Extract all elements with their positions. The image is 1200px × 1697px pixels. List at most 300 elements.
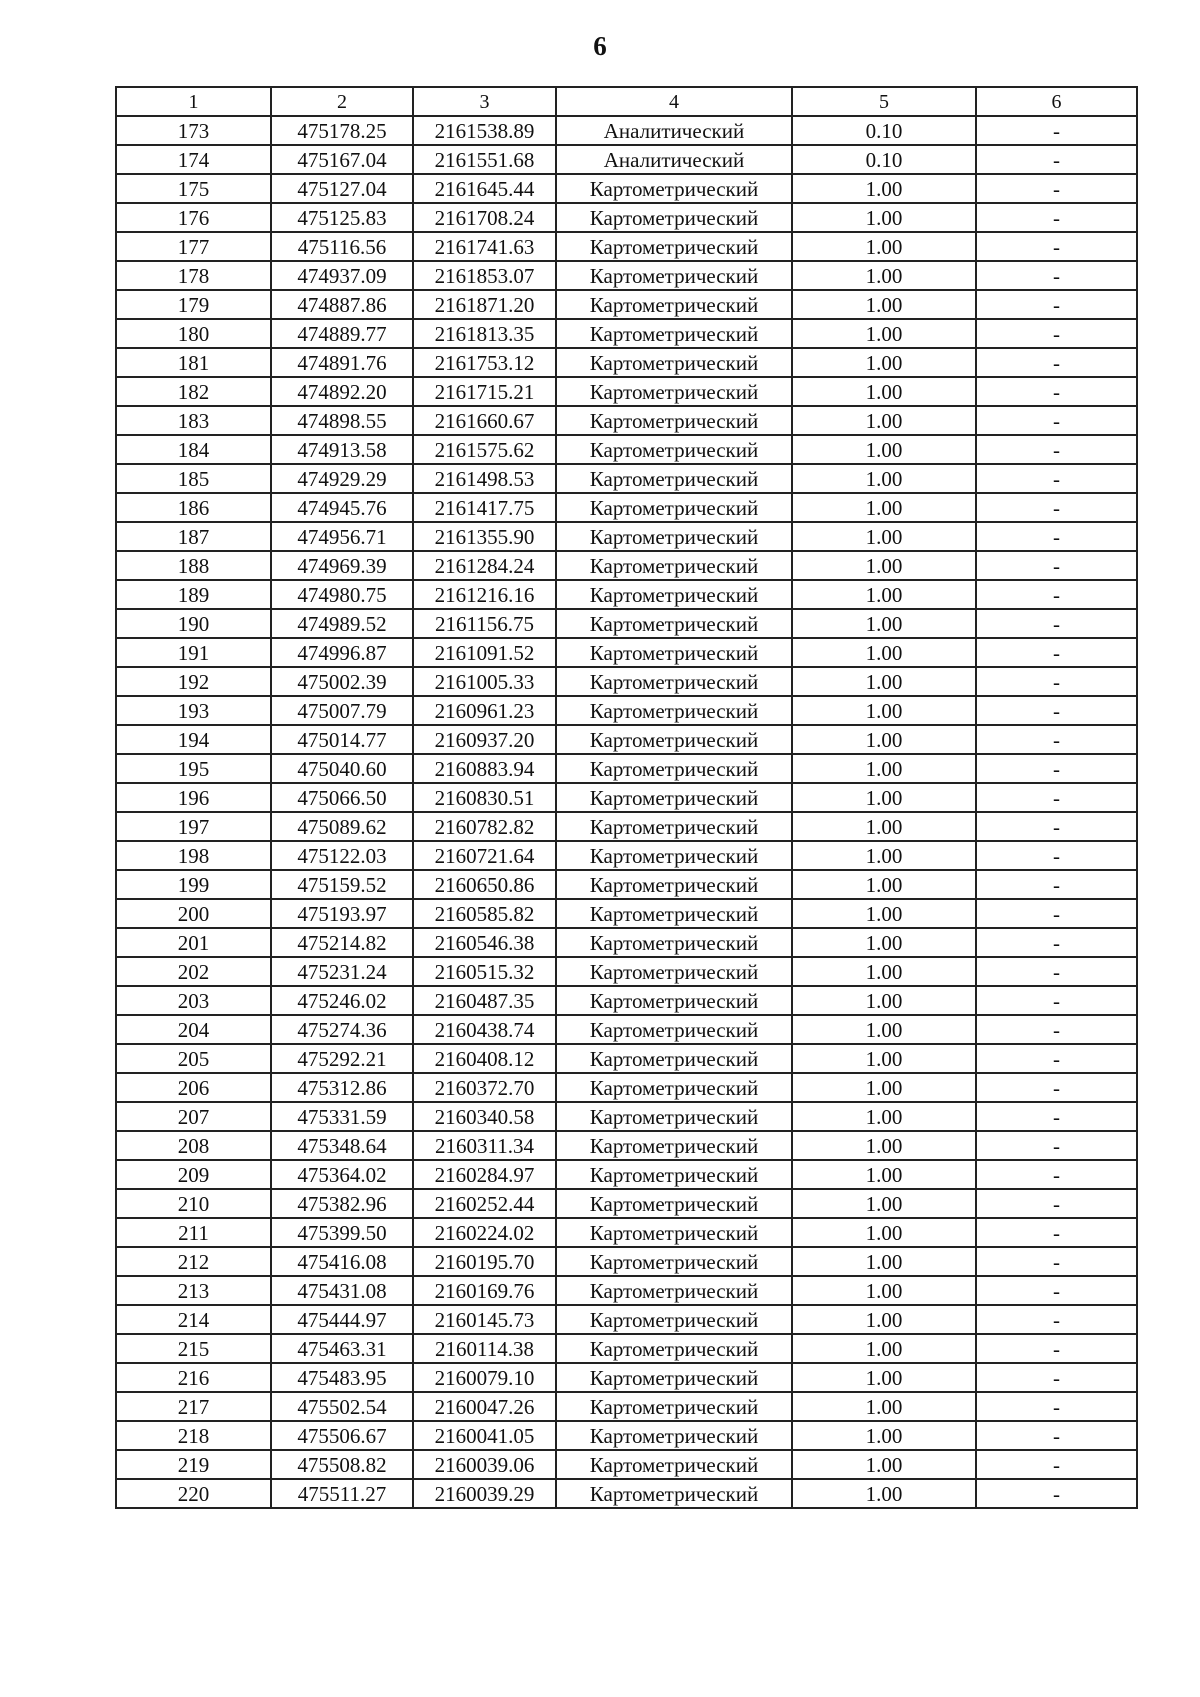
y-coordinate-cell: 2160408.12 [413, 1044, 556, 1073]
y-coordinate-cell: 2160114.38 [413, 1334, 556, 1363]
header-cell-4: 4 [556, 87, 792, 116]
method-cell: Картометрический [556, 899, 792, 928]
description-cell: - [976, 1334, 1137, 1363]
point-number-cell: 175 [116, 174, 271, 203]
accuracy-cell: 1.00 [792, 348, 976, 377]
description-cell: - [976, 1131, 1137, 1160]
y-coordinate-cell: 2160372.70 [413, 1073, 556, 1102]
table-row [116, 145, 1137, 174]
table-row [116, 203, 1137, 232]
x-coordinate-cell: 475178.25 [271, 116, 413, 145]
method-cell: Картометрический [556, 1102, 792, 1131]
accuracy-cell: 1.00 [792, 870, 976, 899]
method-cell: Картометрический [556, 203, 792, 232]
point-number-cell: 192 [116, 667, 271, 696]
table-row [116, 522, 1137, 551]
description-cell: - [976, 841, 1137, 870]
x-coordinate-cell: 475382.96 [271, 1189, 413, 1218]
method-cell: Картометрический [556, 174, 792, 203]
table-row [116, 899, 1137, 928]
method-cell: Картометрический [556, 1305, 792, 1334]
x-coordinate-cell: 475416.08 [271, 1247, 413, 1276]
x-coordinate-cell: 474929.29 [271, 464, 413, 493]
description-cell: - [976, 667, 1137, 696]
method-cell: Картометрический [556, 1131, 792, 1160]
y-coordinate-cell: 2161417.75 [413, 493, 556, 522]
y-coordinate-cell: 2160041.05 [413, 1421, 556, 1450]
y-coordinate-cell: 2161005.33 [413, 667, 556, 696]
y-coordinate-cell: 2161575.62 [413, 435, 556, 464]
method-cell: Картометрический [556, 1392, 792, 1421]
y-coordinate-cell: 2161091.52 [413, 638, 556, 667]
y-coordinate-cell: 2160438.74 [413, 1015, 556, 1044]
description-cell: - [976, 986, 1137, 1015]
description-cell: - [976, 783, 1137, 812]
accuracy-cell: 1.00 [792, 667, 976, 696]
y-coordinate-cell: 2160224.02 [413, 1218, 556, 1247]
accuracy-cell: 1.00 [792, 1131, 976, 1160]
point-number-cell: 209 [116, 1160, 271, 1189]
x-coordinate-cell: 474889.77 [271, 319, 413, 348]
method-cell: Картометрический [556, 319, 792, 348]
method-cell: Картометрический [556, 290, 792, 319]
point-number-cell: 191 [116, 638, 271, 667]
header-row [116, 87, 1137, 116]
method-cell: Картометрический [556, 1363, 792, 1392]
method-cell: Картометрический [556, 522, 792, 551]
y-coordinate-cell: 2161853.07 [413, 261, 556, 290]
table-row [116, 1044, 1137, 1073]
x-coordinate-cell: 475040.60 [271, 754, 413, 783]
description-cell: - [976, 1305, 1137, 1334]
y-coordinate-cell: 2161645.44 [413, 174, 556, 203]
point-number-cell: 189 [116, 580, 271, 609]
description-cell: - [976, 725, 1137, 754]
description-cell: - [976, 928, 1137, 957]
accuracy-cell: 1.00 [792, 1305, 976, 1334]
table-row [116, 290, 1137, 319]
point-number-cell: 215 [116, 1334, 271, 1363]
accuracy-cell: 0.10 [792, 116, 976, 145]
header-cell-3: 3 [413, 87, 556, 116]
method-cell: Картометрический [556, 493, 792, 522]
point-number-cell: 183 [116, 406, 271, 435]
point-number-cell: 200 [116, 899, 271, 928]
accuracy-cell: 1.00 [792, 580, 976, 609]
table-row [116, 754, 1137, 783]
accuracy-cell: 1.00 [792, 1363, 976, 1392]
x-coordinate-cell: 475274.36 [271, 1015, 413, 1044]
y-coordinate-cell: 2160937.20 [413, 725, 556, 754]
y-coordinate-cell: 2160169.76 [413, 1276, 556, 1305]
page-number: 6 [593, 31, 607, 61]
description-cell: - [976, 1276, 1137, 1305]
method-cell: Картометрический [556, 1073, 792, 1102]
description-cell: - [976, 522, 1137, 551]
point-number-cell: 214 [116, 1305, 271, 1334]
method-cell: Аналитический [556, 116, 792, 145]
point-number-cell: 187 [116, 522, 271, 551]
table-row [116, 1363, 1137, 1392]
point-number-cell: 217 [116, 1392, 271, 1421]
point-number-cell: 176 [116, 203, 271, 232]
method-cell: Аналитический [556, 145, 792, 174]
table-row [116, 783, 1137, 812]
accuracy-cell: 1.00 [792, 1334, 976, 1363]
accuracy-cell: 1.00 [792, 1421, 976, 1450]
description-cell: - [976, 638, 1137, 667]
accuracy-cell: 1.00 [792, 696, 976, 725]
x-coordinate-cell: 475066.50 [271, 783, 413, 812]
y-coordinate-cell: 2160961.23 [413, 696, 556, 725]
method-cell: Картометрический [556, 783, 792, 812]
y-coordinate-cell: 2160252.44 [413, 1189, 556, 1218]
table-row [116, 667, 1137, 696]
x-coordinate-cell: 475508.82 [271, 1450, 413, 1479]
table-row [116, 870, 1137, 899]
table-header [116, 87, 1137, 116]
method-cell: Картометрический [556, 725, 792, 754]
description-cell: - [976, 580, 1137, 609]
y-coordinate-cell: 2160145.73 [413, 1305, 556, 1334]
accuracy-cell: 1.00 [792, 957, 976, 986]
y-coordinate-cell: 2160883.94 [413, 754, 556, 783]
x-coordinate-cell: 475312.86 [271, 1073, 413, 1102]
y-coordinate-cell: 2161715.21 [413, 377, 556, 406]
table-row [116, 638, 1137, 667]
point-number-cell: 188 [116, 551, 271, 580]
accuracy-cell: 1.00 [792, 1015, 976, 1044]
point-number-cell: 178 [116, 261, 271, 290]
table-row [116, 609, 1137, 638]
x-coordinate-cell: 474980.75 [271, 580, 413, 609]
accuracy-cell: 1.00 [792, 638, 976, 667]
point-number-cell: 210 [116, 1189, 271, 1218]
y-coordinate-cell: 2161284.24 [413, 551, 556, 580]
y-coordinate-cell: 2160650.86 [413, 870, 556, 899]
table-row [116, 319, 1137, 348]
coordinates-table [115, 86, 1138, 1509]
point-number-cell: 203 [116, 986, 271, 1015]
point-number-cell: 195 [116, 754, 271, 783]
method-cell: Картометрический [556, 754, 792, 783]
method-cell: Картометрический [556, 928, 792, 957]
header-cell-5: 5 [792, 87, 976, 116]
point-number-cell: 185 [116, 464, 271, 493]
description-cell: - [976, 1450, 1137, 1479]
x-coordinate-cell: 474913.58 [271, 435, 413, 464]
table-row [116, 1276, 1137, 1305]
table-row [116, 1131, 1137, 1160]
method-cell: Картометрический [556, 986, 792, 1015]
point-number-cell: 179 [116, 290, 271, 319]
table-row [116, 1421, 1137, 1450]
accuracy-cell: 1.00 [792, 261, 976, 290]
description-cell: - [976, 1015, 1137, 1044]
point-number-cell: 197 [116, 812, 271, 841]
table-row [116, 1015, 1137, 1044]
x-coordinate-cell: 475506.67 [271, 1421, 413, 1450]
y-coordinate-cell: 2161741.63 [413, 232, 556, 261]
y-coordinate-cell: 2160284.97 [413, 1160, 556, 1189]
table-row [116, 174, 1137, 203]
accuracy-cell: 1.00 [792, 812, 976, 841]
method-cell: Картометрический [556, 609, 792, 638]
accuracy-cell: 1.00 [792, 899, 976, 928]
method-cell: Картометрический [556, 667, 792, 696]
y-coordinate-cell: 2161355.90 [413, 522, 556, 551]
x-coordinate-cell: 475502.54 [271, 1392, 413, 1421]
description-cell: - [976, 319, 1137, 348]
description-cell: - [976, 812, 1137, 841]
method-cell: Картометрический [556, 406, 792, 435]
x-coordinate-cell: 474887.86 [271, 290, 413, 319]
accuracy-cell: 1.00 [792, 986, 976, 1015]
x-coordinate-cell: 475193.97 [271, 899, 413, 928]
x-coordinate-cell: 475231.24 [271, 957, 413, 986]
description-cell: - [976, 1160, 1137, 1189]
description-cell: - [976, 1479, 1137, 1508]
description-cell: - [976, 1073, 1137, 1102]
description-cell: - [976, 1189, 1137, 1218]
y-coordinate-cell: 2161538.89 [413, 116, 556, 145]
accuracy-cell: 1.00 [792, 232, 976, 261]
x-coordinate-cell: 475483.95 [271, 1363, 413, 1392]
x-coordinate-cell: 475125.83 [271, 203, 413, 232]
table-row [116, 464, 1137, 493]
description-cell: - [976, 261, 1137, 290]
x-coordinate-cell: 475089.62 [271, 812, 413, 841]
x-coordinate-cell: 474956.71 [271, 522, 413, 551]
x-coordinate-cell: 475348.64 [271, 1131, 413, 1160]
point-number-cell: 201 [116, 928, 271, 957]
point-number-cell: 196 [116, 783, 271, 812]
y-coordinate-cell: 2160585.82 [413, 899, 556, 928]
accuracy-cell: 1.00 [792, 754, 976, 783]
x-coordinate-cell: 475331.59 [271, 1102, 413, 1131]
x-coordinate-cell: 475444.97 [271, 1305, 413, 1334]
description-cell: - [976, 754, 1137, 783]
description-cell: - [976, 899, 1137, 928]
x-coordinate-cell: 475007.79 [271, 696, 413, 725]
x-coordinate-cell: 475399.50 [271, 1218, 413, 1247]
header-cell-1: 1 [116, 87, 271, 116]
description-cell: - [976, 696, 1137, 725]
description-cell: - [976, 1102, 1137, 1131]
y-coordinate-cell: 2160039.29 [413, 1479, 556, 1508]
accuracy-cell: 1.00 [792, 725, 976, 754]
y-coordinate-cell: 2160721.64 [413, 841, 556, 870]
point-number-cell: 207 [116, 1102, 271, 1131]
point-number-cell: 218 [116, 1421, 271, 1450]
point-number-cell: 186 [116, 493, 271, 522]
description-cell: - [976, 116, 1137, 145]
method-cell: Картометрический [556, 377, 792, 406]
x-coordinate-cell: 474996.87 [271, 638, 413, 667]
description-cell: - [976, 406, 1137, 435]
accuracy-cell: 1.00 [792, 1218, 976, 1247]
x-coordinate-cell: 474891.76 [271, 348, 413, 377]
x-coordinate-cell: 475364.02 [271, 1160, 413, 1189]
x-coordinate-cell: 475167.04 [271, 145, 413, 174]
method-cell: Картометрический [556, 261, 792, 290]
y-coordinate-cell: 2161216.16 [413, 580, 556, 609]
point-number-cell: 198 [116, 841, 271, 870]
accuracy-cell: 1.00 [792, 609, 976, 638]
point-number-cell: 180 [116, 319, 271, 348]
description-cell: - [976, 1247, 1137, 1276]
method-cell: Картометрический [556, 870, 792, 899]
y-coordinate-cell: 2161551.68 [413, 145, 556, 174]
accuracy-cell: 1.00 [792, 493, 976, 522]
table-row [116, 957, 1137, 986]
x-coordinate-cell: 475246.02 [271, 986, 413, 1015]
table-row [116, 696, 1137, 725]
y-coordinate-cell: 2160782.82 [413, 812, 556, 841]
description-cell: - [976, 145, 1137, 174]
method-cell: Картометрический [556, 1044, 792, 1073]
table-row [116, 1479, 1137, 1508]
accuracy-cell: 0.10 [792, 145, 976, 174]
y-coordinate-cell: 2160515.32 [413, 957, 556, 986]
method-cell: Картометрический [556, 435, 792, 464]
table-row [116, 493, 1137, 522]
point-number-cell: 212 [116, 1247, 271, 1276]
accuracy-cell: 1.00 [792, 1247, 976, 1276]
point-number-cell: 219 [116, 1450, 271, 1479]
accuracy-cell: 1.00 [792, 406, 976, 435]
method-cell: Картометрический [556, 464, 792, 493]
method-cell: Картометрический [556, 580, 792, 609]
y-coordinate-cell: 2160079.10 [413, 1363, 556, 1392]
point-number-cell: 220 [116, 1479, 271, 1508]
point-number-cell: 190 [116, 609, 271, 638]
point-number-cell: 213 [116, 1276, 271, 1305]
table-row [116, 841, 1137, 870]
method-cell: Картометрический [556, 1421, 792, 1450]
x-coordinate-cell: 475122.03 [271, 841, 413, 870]
y-coordinate-cell: 2160546.38 [413, 928, 556, 957]
table-row [116, 116, 1137, 145]
description-cell: - [976, 957, 1137, 986]
description-cell: - [976, 174, 1137, 203]
point-number-cell: 202 [116, 957, 271, 986]
method-cell: Картометрический [556, 1218, 792, 1247]
table-row [116, 1247, 1137, 1276]
accuracy-cell: 1.00 [792, 1189, 976, 1218]
point-number-cell: 206 [116, 1073, 271, 1102]
table-row [116, 1334, 1137, 1363]
point-number-cell: 184 [116, 435, 271, 464]
y-coordinate-cell: 2161156.75 [413, 609, 556, 638]
x-coordinate-cell: 474937.09 [271, 261, 413, 290]
table-row [116, 1218, 1137, 1247]
x-coordinate-cell: 474898.55 [271, 406, 413, 435]
header-cell-2: 2 [271, 87, 413, 116]
description-cell: - [976, 1044, 1137, 1073]
description-cell: - [976, 203, 1137, 232]
x-coordinate-cell: 475014.77 [271, 725, 413, 754]
accuracy-cell: 1.00 [792, 1160, 976, 1189]
point-number-cell: 205 [116, 1044, 271, 1073]
accuracy-cell: 1.00 [792, 290, 976, 319]
point-number-cell: 194 [116, 725, 271, 754]
point-number-cell: 211 [116, 1218, 271, 1247]
accuracy-cell: 1.00 [792, 1276, 976, 1305]
accuracy-cell: 1.00 [792, 464, 976, 493]
accuracy-cell: 1.00 [792, 1479, 976, 1508]
description-cell: - [976, 348, 1137, 377]
table-row [116, 1392, 1137, 1421]
method-cell: Картометрический [556, 348, 792, 377]
point-number-cell: 174 [116, 145, 271, 174]
table-row [116, 435, 1137, 464]
y-coordinate-cell: 2161753.12 [413, 348, 556, 377]
description-cell: - [976, 290, 1137, 319]
accuracy-cell: 1.00 [792, 1450, 976, 1479]
y-coordinate-cell: 2161813.35 [413, 319, 556, 348]
y-coordinate-cell: 2160311.34 [413, 1131, 556, 1160]
method-cell: Картометрический [556, 1450, 792, 1479]
description-cell: - [976, 464, 1137, 493]
point-number-cell: 193 [116, 696, 271, 725]
point-number-cell: 204 [116, 1015, 271, 1044]
method-cell: Картометрический [556, 232, 792, 261]
y-coordinate-cell: 2160195.70 [413, 1247, 556, 1276]
description-cell: - [976, 1363, 1137, 1392]
accuracy-cell: 1.00 [792, 174, 976, 203]
point-number-cell: 182 [116, 377, 271, 406]
method-cell: Картометрический [556, 1247, 792, 1276]
method-cell: Картометрический [556, 551, 792, 580]
method-cell: Картометрический [556, 696, 792, 725]
table-row [116, 406, 1137, 435]
description-cell: - [976, 551, 1137, 580]
x-coordinate-cell: 474969.39 [271, 551, 413, 580]
header-cell-6: 6 [976, 87, 1137, 116]
table-row [116, 812, 1137, 841]
y-coordinate-cell: 2161871.20 [413, 290, 556, 319]
x-coordinate-cell: 475002.39 [271, 667, 413, 696]
description-cell: - [976, 232, 1137, 261]
y-coordinate-cell: 2160830.51 [413, 783, 556, 812]
x-coordinate-cell: 474945.76 [271, 493, 413, 522]
description-cell: - [976, 377, 1137, 406]
point-number-cell: 208 [116, 1131, 271, 1160]
table-row [116, 348, 1137, 377]
method-cell: Картометрический [556, 1189, 792, 1218]
method-cell: Картометрический [556, 841, 792, 870]
accuracy-cell: 1.00 [792, 841, 976, 870]
accuracy-cell: 1.00 [792, 1392, 976, 1421]
x-coordinate-cell: 475431.08 [271, 1276, 413, 1305]
method-cell: Картометрический [556, 638, 792, 667]
y-coordinate-cell: 2161708.24 [413, 203, 556, 232]
table-row [116, 1305, 1137, 1334]
x-coordinate-cell: 475511.27 [271, 1479, 413, 1508]
x-coordinate-cell: 474989.52 [271, 609, 413, 638]
description-cell: - [976, 870, 1137, 899]
description-cell: - [976, 435, 1137, 464]
y-coordinate-cell: 2160487.35 [413, 986, 556, 1015]
accuracy-cell: 1.00 [792, 1044, 976, 1073]
table-row [116, 232, 1137, 261]
y-coordinate-cell: 2160340.58 [413, 1102, 556, 1131]
description-cell: - [976, 1392, 1137, 1421]
accuracy-cell: 1.00 [792, 783, 976, 812]
description-cell: - [976, 1421, 1137, 1450]
point-number-cell: 216 [116, 1363, 271, 1392]
